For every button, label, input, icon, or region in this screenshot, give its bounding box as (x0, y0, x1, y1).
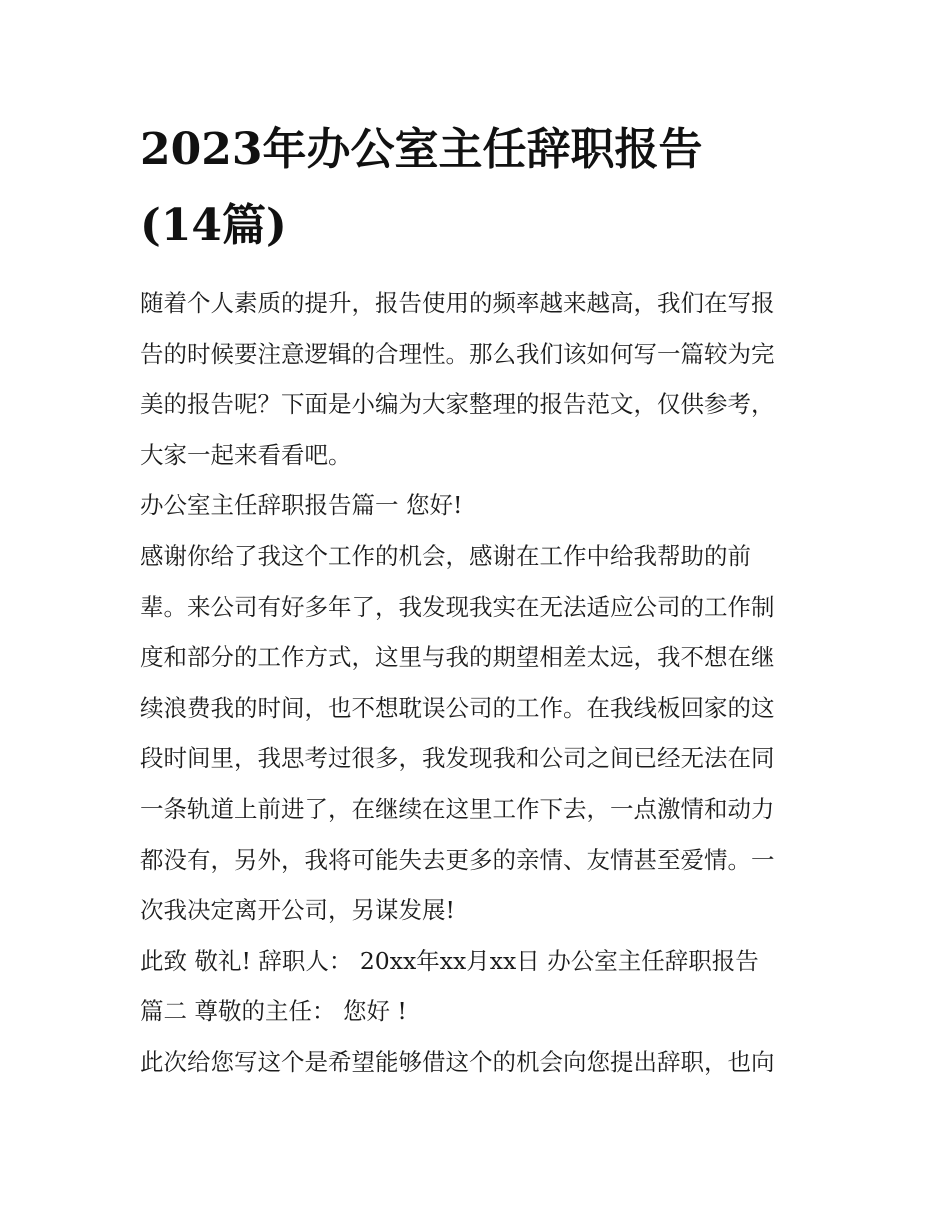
document-body (140, 278, 812, 1088)
body-line: 次我决定离开公司，另谋发展! (140, 896, 455, 925)
body-line: 续浪费我的时间，也不想耽误公司的工作。在我线板回家的这 (140, 693, 775, 722)
body-line: 一条轨道上前进了，在继续在这里工作下去，一点激情和动力 (140, 794, 775, 823)
body-line: 美的报告呢？下面是小编为大家整理的报告范文，仅供参考， (140, 390, 775, 419)
body-line: 此次给您写这个是希望能够借这个的机会向您提出辞职，也向 (140, 1047, 775, 1076)
title-line-1: 2023年办公室主任辞职报告 (140, 124, 703, 175)
body-line: 段时间里，我思考过很多，我发现我和公司之间已经无法在同 (140, 744, 775, 773)
document-title (140, 112, 820, 264)
body-line: 告的时候要注意逻辑的合理性。那么我们该如何写一篇较为完 (140, 339, 775, 368)
section-heading-line: 篇二 尊敬的主任： 您好 ! (140, 997, 407, 1026)
body-line: 感谢你给了我这个工作的机会，感谢在工作中给我帮助的前 (140, 541, 751, 570)
body-line: 度和部分的工作方式，这里与我的期望相差太远，我不想在继 (140, 643, 775, 672)
signature-line: 此致 敬礼! 辞职人： 20xx年xx月xx日 办公室主任辞职报告 (140, 946, 759, 975)
body-line: 都没有，另外，我将可能失去更多的亲情、友情甚至爱情。一 (140, 845, 775, 874)
body-line: 大家一起来看看吧。 (140, 440, 352, 469)
body-line: 辈。来公司有好多年了，我发现我实在无法适应公司的工作制 (140, 592, 775, 621)
section-heading-line: 办公室主任辞职报告篇一 您好! (140, 491, 463, 520)
body-line: 随着个人素质的提升，报告使用的频率越来越高，我们在写报 (140, 289, 775, 317)
title-line-2: (14篇) (140, 200, 287, 251)
